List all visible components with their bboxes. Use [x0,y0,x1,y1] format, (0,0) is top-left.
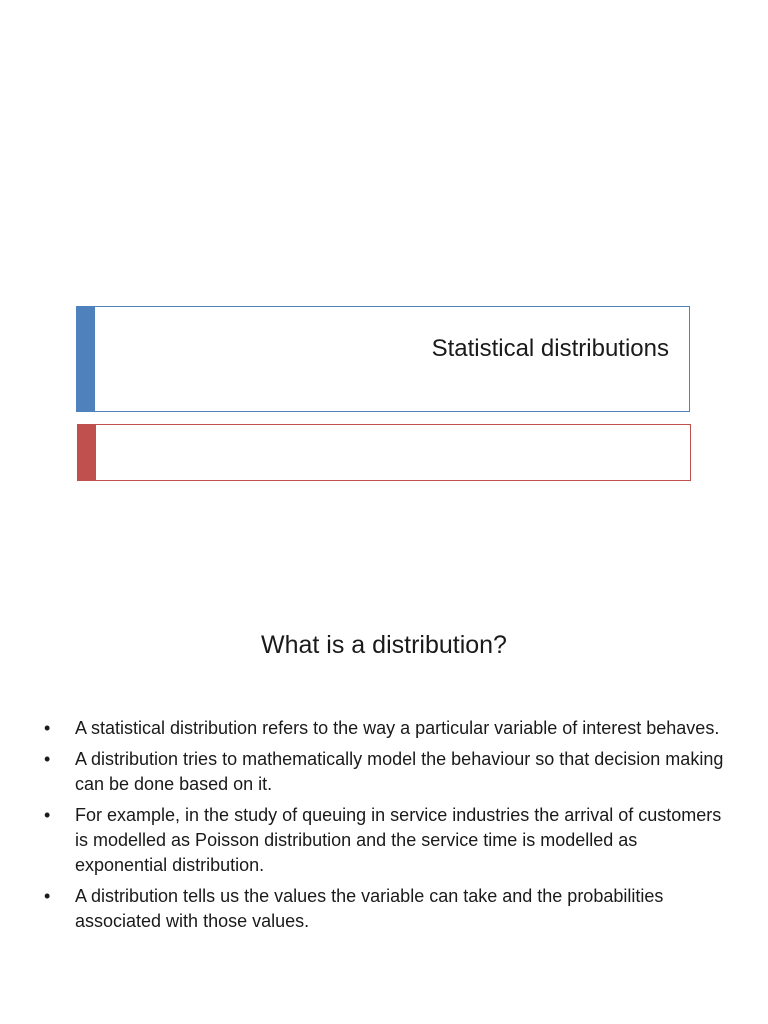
slide-heading: What is a distribution? [261,631,507,659]
bullet-icon: • [44,718,51,738]
bullet-item [44,803,734,878]
bullet-text: A distribution tells us the values the variable can take and the probabilities associated with those values. [75,886,664,931]
slide-title: Statistical distributions [431,335,669,362]
title-accent-bar [77,307,95,411]
bullet-item [44,884,734,934]
bullet-icon: • [44,749,51,769]
bullet-list [44,716,734,940]
bullet-icon: • [44,886,51,906]
bullet-icon: • [44,805,51,825]
bullet-item [44,747,734,797]
bullet-text: For example, in the study of queuing in service industries the arrival of customers is modelled as Poisson distribution and the service time is modelled as exponential distribution. [75,805,722,875]
bullet-text: A distribution tries to mathematically model the behaviour so that decision making can be done based on it. [75,749,724,794]
subtitle-placeholder [77,424,691,481]
title-placeholder [76,306,690,412]
content-slide [0,512,768,1024]
bullet-text: A statistical distribution refers to the way a particular variable of interest behaves. [75,718,720,738]
bullet-item [44,716,734,741]
subtitle-accent-bar [78,425,96,480]
